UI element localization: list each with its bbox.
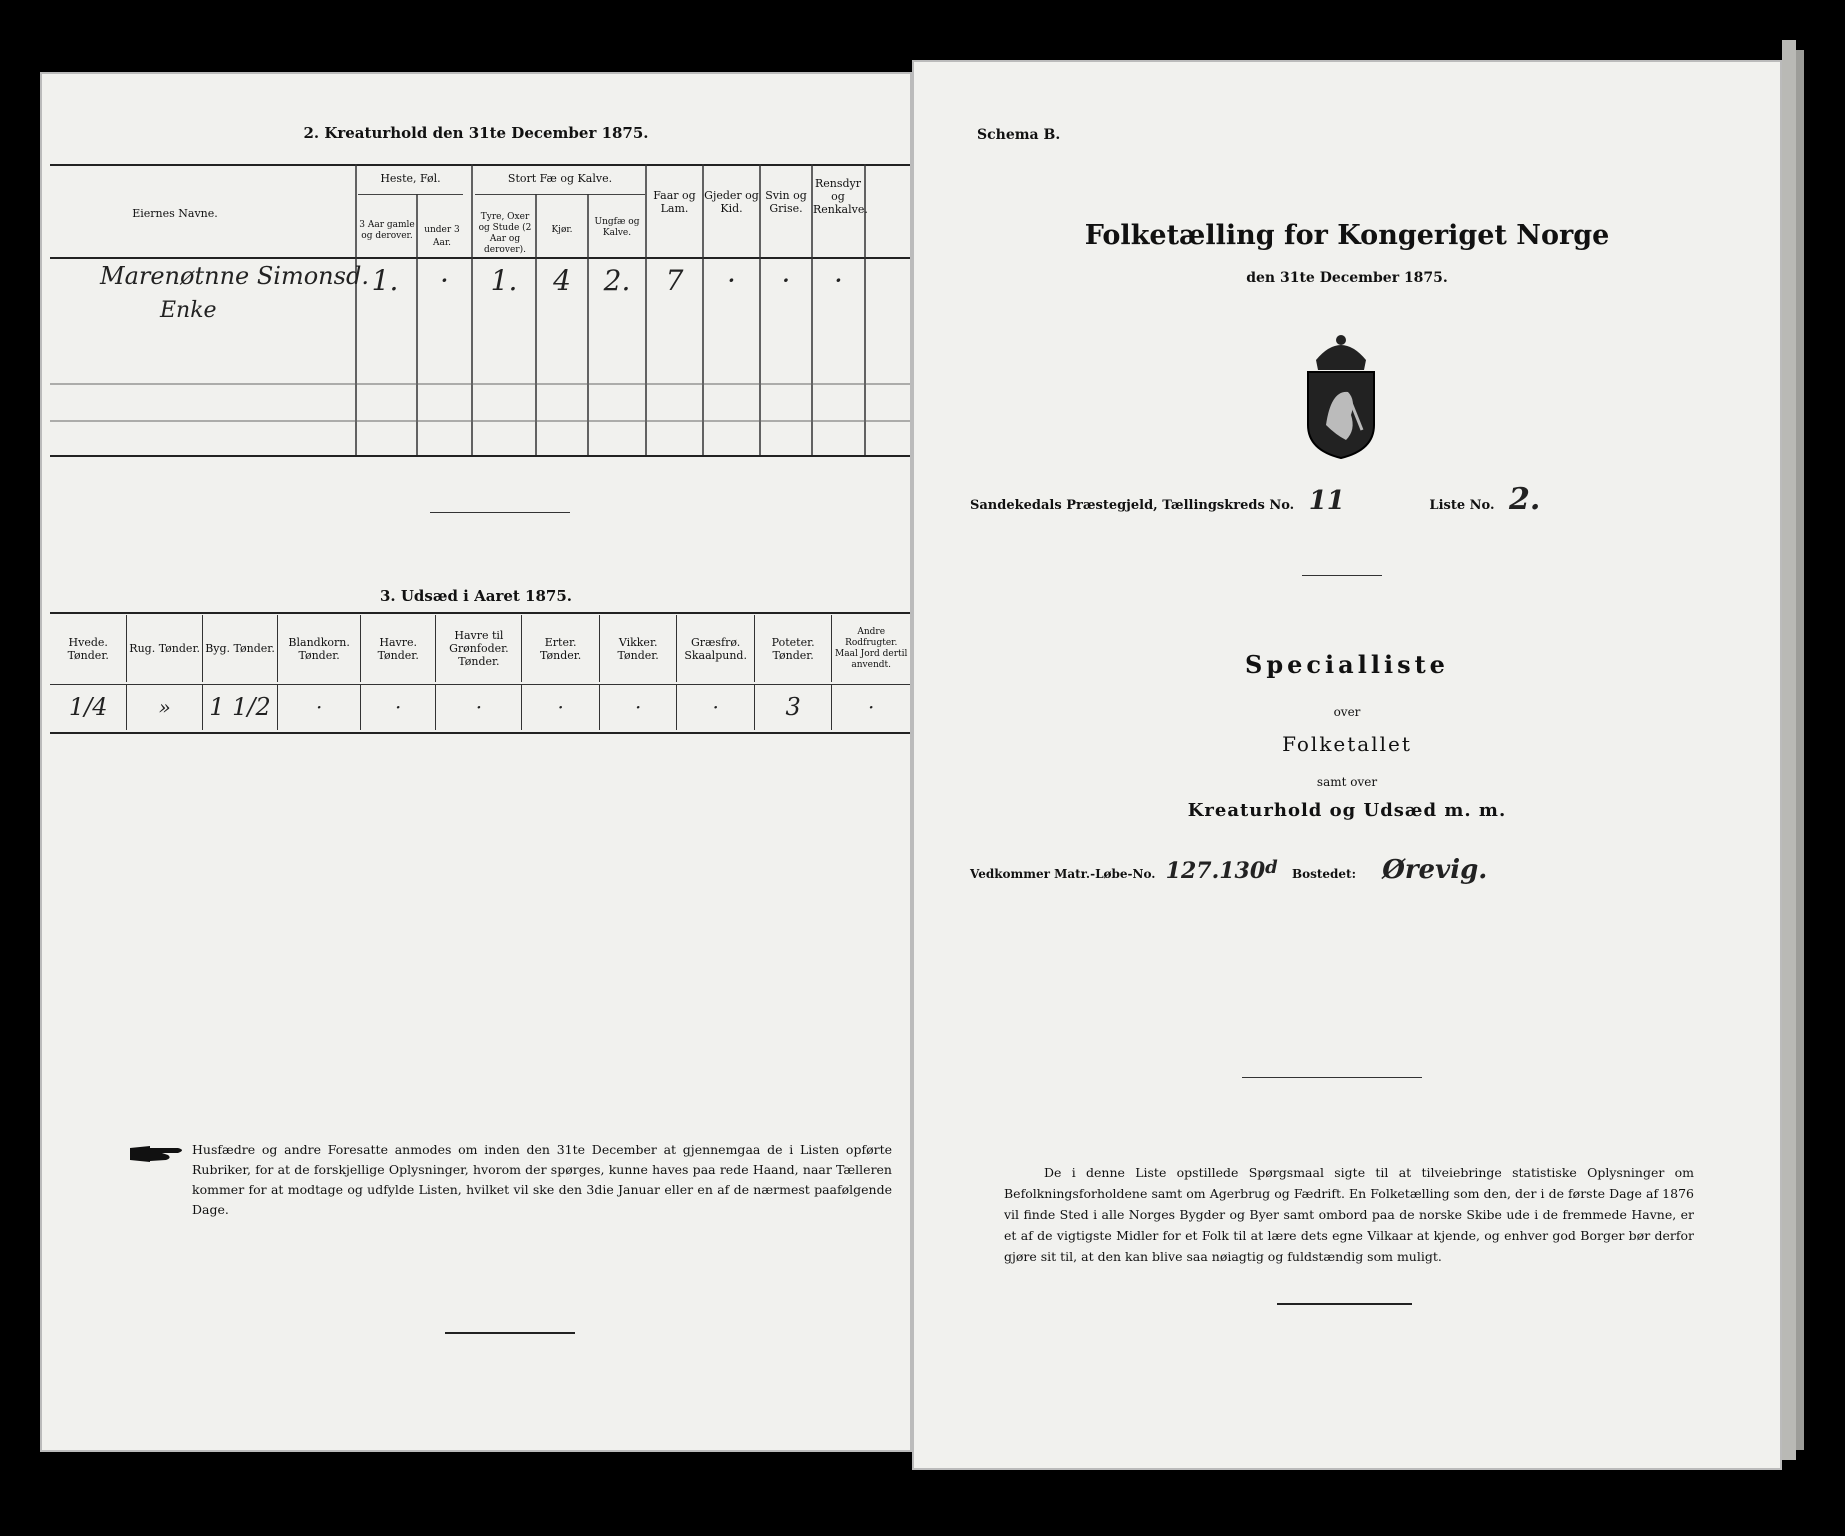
ungfae-value: 2. [603,264,631,297]
kreaturhold-title: Kreaturhold og Udsæd m. m. [1187,800,1507,821]
udsaed-value: · [522,685,600,730]
kjor-value: 4 [553,264,571,297]
matr-number: 127.130 [1165,858,1266,884]
col-tyre: Tyre, Oxer og Stude (2 Aar og derover). [478,212,532,255]
udsaed-value: · [832,685,910,730]
matr-suffix: d [1265,857,1278,878]
table-bottom-rule [50,455,910,457]
col-heste-young: under 3 Aar. [424,225,460,248]
prestegjeld-line [970,482,1750,517]
group-stort: Stort Fæ og Kalve. [507,172,613,185]
rensdyr-value: · [834,264,843,297]
udsaed-header: Andre Rodfrugter. Maal Jord dertil anvendt. [832,615,910,682]
udsaed-top-rule [50,612,910,614]
divider [1277,1303,1412,1305]
divider [430,512,570,513]
svin-value: · [781,264,791,297]
col-heste-old: 3 Aar gamle og derover. [359,220,415,241]
udsaed-value: · [436,685,522,730]
udsaed-value: · [599,685,677,730]
page-edge [1796,50,1804,1450]
udsaed-header: Havre til Grønfoder. Tønder. [436,615,522,682]
udsaed-value: 3 [754,685,832,730]
divider [1242,1077,1422,1078]
udsaed-header: Erter. Tønder. [522,615,600,682]
udsaed-values-table [50,685,910,730]
udsaed-header: Rug. Tønder. [127,615,202,682]
matr-label: Vedkommer Matr.-Løbe-No. [970,867,1156,881]
main-title: Folketælling for Kongeriget Norge [1084,220,1610,251]
bostedet-value: Ørevig. [1382,855,1488,885]
divider [445,1332,575,1334]
over-label: over [1333,705,1361,719]
col-ungfae: Ungfæ og Kalve. [594,217,640,238]
gjeder-value: · [727,264,736,297]
tyre-value: 1. [490,264,518,297]
udsaed-value: » [127,685,202,730]
title-date: den 31te December 1875. [1246,270,1448,286]
udsaed-header: Havre. Tønder. [361,615,436,682]
owner-name: Marenøtnne Simonsd. [100,262,369,290]
folketallet-title: Folketallet [1282,732,1412,756]
udsaed-header-table [50,615,910,682]
notice-text: Husfædre og andre Foresatte anmodes om inden den 31te December at gjennemgaa de i Listen opførte Rubriker, for at de forskjellige Oplysninger, hvorom der spørges, kunne haves paa rede Haand, naar Tælleren kommer for at modtage og udfylde Listen, hvilket vil ske den 3die Januar eller en af de nærmest paafølgende Dage. [192,1142,892,1217]
prestegjeld-label: Sandekedals Præstegjeld, Tællingskreds No. [970,498,1295,513]
col-svin: Svin og Grise. [765,189,807,215]
samt-over-label: samt over [1316,775,1378,789]
udsaed-value: · [278,685,361,730]
udsaed-value: · [361,685,436,730]
section3-title: 3. Udsæd i Aaret 1875. [379,587,573,605]
udsaed-bottom-rule [50,732,910,734]
udsaed-value: 1/4 [68,693,108,721]
divider [1302,575,1382,576]
heste-old-value: 1. [371,264,399,297]
info-paragraph: De i denne Liste opstillede Spørgsmaal sigte til at tilveiebringe statistiske Oplysninger om Befolkningsforholdene samt om Agerbrug og Fædrift. En Folketælling som den, der i de første Dage af 1876 vil finde Sted i alle Norges Bygder og Byer samt ombord paa de norske Skibe ude i de fremmede Havne, er et af de vigtigste Midler for et Folk til at lære dets egne Vilkaar at kjende, og enhver god Borger bør derfor gjøre sit til, at den kan blive saa nøiagtig og fuldstændig som muligt. [1004,1165,1694,1264]
group-heste: Heste, Føl. [380,172,441,185]
col-rensdyr: Rensdyr og Renkalve. [813,177,868,216]
pointing-hand-icon [128,1142,188,1166]
col-gjeder: Gjeder og Kid. [704,189,759,215]
section2-title: 2. Kreaturhold den 31te December 1875. [303,124,649,142]
udsaed-header: Byg. Tønder. [202,615,277,682]
udsaed-value: · [677,685,755,730]
heste-young-value: · [440,264,449,297]
kreds-number: 11 [1308,486,1345,516]
col-kjor: Kjør. [551,225,573,235]
matr-line [970,855,1750,885]
udsaed-header: Poteter. Tønder. [754,615,832,682]
udsaed-value: 1 1/2 [202,685,277,730]
liste-label: Liste No. [1429,498,1495,513]
coat-of-arms-emblem [1296,330,1386,460]
udsaed-header: Vikker. Tønder. [599,615,677,682]
liste-number: 2. [1509,482,1541,517]
bostedet-label: Bostedet: [1291,867,1357,881]
udsaed-header: Græsfrø. Skaalpund. [677,615,755,682]
right-page [912,60,1782,1470]
page-edge [1782,40,1796,1460]
owner-header: Eiernes Navne. [132,207,218,220]
owner-name-2: Enke [160,298,217,323]
udsaed-header: Blandkorn. Tønder. [278,615,361,682]
left-page [40,72,912,1452]
faar-value: 7 [665,264,684,297]
udsaed-header: Hvede. Tønder. [67,635,109,662]
schema-label: Schema B. [977,127,1061,143]
col-faar: Faar og Lam. [653,189,696,215]
specialliste-title: Specialliste [1245,650,1449,679]
